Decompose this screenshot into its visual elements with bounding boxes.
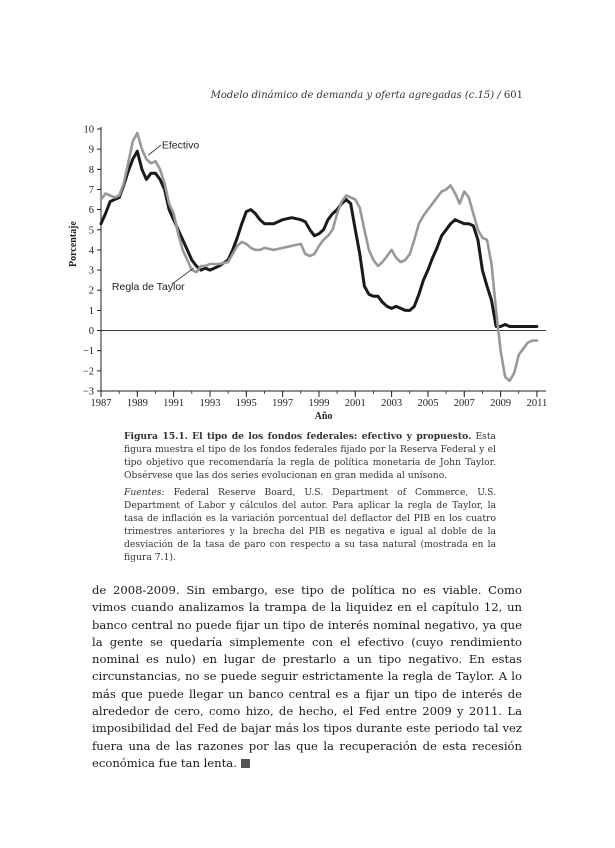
y-tick-label: 7: [88, 184, 94, 196]
annotation-regla-de-taylor: Regla de Taylor: [111, 281, 185, 294]
series-line-regla-de-taylor: [101, 133, 537, 381]
efectivo-leader-line: [148, 145, 161, 155]
y-tick-label: 9: [88, 144, 94, 156]
running-head-title: Modelo dinámico de demanda y oferta agregadas (c.15): [210, 90, 495, 101]
x-tick-label: 1993: [199, 398, 221, 409]
chart-series-layer: [101, 133, 537, 381]
chart-axes: [68, 125, 547, 423]
y-tick-label: 0: [88, 326, 94, 338]
figure-caption: [124, 430, 496, 568]
body-text: [92, 582, 522, 772]
x-tick-label: 1995: [235, 398, 257, 409]
page-number: 601: [503, 90, 523, 101]
y-tick-label: 4: [88, 245, 94, 257]
x-tick-label: 1999: [308, 398, 330, 409]
x-tick-label: 2007: [453, 398, 475, 409]
x-tick-label: 2003: [381, 398, 403, 409]
sources-label: Fuentes:: [124, 487, 165, 498]
series-line-efectivo: [101, 151, 537, 326]
y-tick-label: 6: [88, 205, 94, 217]
annotation-efectivo: Efectivo: [161, 139, 200, 152]
x-tick-label: 1997: [272, 398, 294, 409]
y-tick-label: −3: [82, 386, 94, 398]
sources-text: Federal Reserve Board, U.S. Department of Commerce, U.S. Department of Labor y cálculos del autor. Para aplicar la regla de Taylor, la tasa de inflación es la variación porcentual del deflactor del PIB en los cuatro trimestres anteriores y la brecha del PIB es negativa e igual al doble de la desviación de la tasa de paro con respecto a su tasa natural (mostrada en la figura 7.1).: [124, 487, 496, 563]
caption-paragraph: [124, 430, 496, 482]
x-axis-title: Año: [314, 411, 333, 422]
y-tick-label: 3: [88, 265, 94, 277]
end-of-section-mark: [241, 759, 250, 768]
x-tick-label: 2011: [526, 398, 548, 409]
y-tick-label: −2: [82, 366, 94, 378]
x-tick-label: 2009: [490, 398, 512, 409]
figure-title: El tipo de los fondos federales: efectivo y propuesto.: [192, 431, 472, 442]
figure-description: Esta figura muestra el tipo de los fondos federales fijado por la Reserva Federal y el tipo objetivo que recomendaría la regla de política monetaria de John Taylor. Obsérvese que las dos series evolucionan en gran medida al unísono.: [124, 431, 497, 481]
body-paragraph: [92, 582, 522, 772]
sources-paragraph: [124, 486, 496, 564]
y-axis-title: Porcentaje: [68, 221, 79, 267]
line-chart: [60, 118, 560, 423]
figure-label: Figura 15.1.: [124, 431, 188, 442]
y-tick-label: 2: [88, 285, 94, 297]
y-tick-label: 8: [88, 164, 94, 176]
y-tick-label: −1: [82, 346, 94, 358]
x-tick-label: 1989: [126, 398, 148, 409]
y-tick-label: 10: [83, 124, 94, 136]
body-paragraph-text: de 2008-2009. Sin embargo, ese tipo de política no es viable. Como vimos cuando analizamos la trampa de la liquidez en el capítulo 12, un banco central no puede fijar un tipo de interés nominal negativo, ya que la gente se quedaría simplemente con el efectivo (cuyo rendimiento nominal es nulo) en lugar de prestarlo a un tipo negativo. En estas circunstancias, no se puede seguir estrictamente la regla de Taylor. A lo más que puede llegar un banco central es a fijar un tipo de interés de alrededor de cero, como hizo, de hecho, el Fed entre 2009 y 2011. La imposibilidad del Fed de bajar más los tipos durante este periodo tal vez fuera una de las razones por las que la recuperación de esta recesión económica fue tan lenta.: [92, 583, 522, 770]
y-tick-label: 1: [88, 305, 94, 317]
x-tick-label: 1991: [163, 398, 185, 409]
running-head: [211, 90, 523, 101]
x-tick-label: 2005: [417, 398, 439, 409]
y-tick-label: 5: [88, 225, 94, 237]
x-tick-label: 1987: [90, 398, 112, 409]
x-tick-label: 2001: [344, 398, 366, 409]
running-head-separator: /: [494, 90, 504, 101]
